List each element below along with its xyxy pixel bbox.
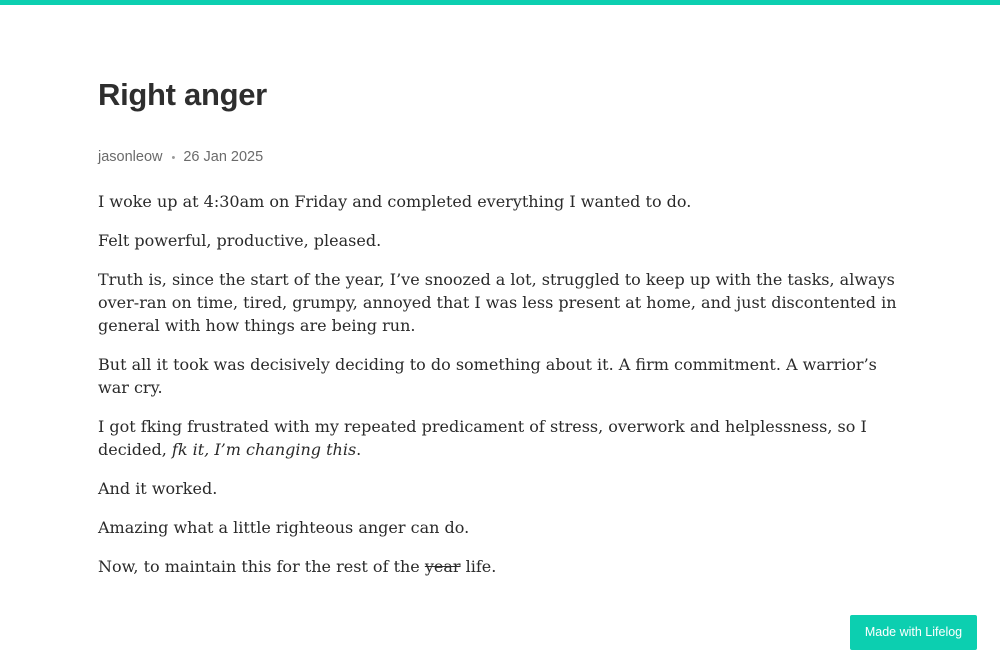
made-with-lifelog-button[interactable]: Made with Lifelog	[850, 615, 977, 650]
post-body	[98, 190, 898, 578]
italic-text: fk it, I’m changing this	[171, 440, 357, 459]
strikethrough-text: year	[424, 557, 461, 576]
post-date: 26 Jan 2025	[183, 149, 264, 165]
paragraph	[98, 415, 898, 461]
top-accent-bar	[0, 0, 1000, 5]
paragraph: Truth is, since the start of the year, I’ve snoozed a lot, struggled to keep up with the tasks, always over-ran on time, tired, grumpy, annoyed that I was less present at home, and just discontented in general with how things are being run.	[98, 270, 897, 335]
paragraph	[98, 555, 898, 578]
paragraph: And it worked.	[98, 479, 218, 498]
author-link[interactable]: jasonleow	[98, 149, 163, 165]
paragraph-text: I got fking frustrated with my repeated predicament of stress, overwork and helplessness, so I decided,	[98, 417, 867, 459]
paragraph: Amazing what a little righteous anger can do.	[98, 518, 470, 537]
paragraph-text-end: .	[356, 440, 362, 459]
paragraph: Felt powerful, productive, pleased.	[98, 231, 382, 250]
paragraph: I woke up at 4:30am on Friday and completed everything I wanted to do.	[98, 192, 692, 211]
paragraph-text-end: life.	[460, 557, 497, 576]
post-article	[98, 72, 898, 594]
post-title: Right anger	[98, 77, 267, 112]
post-meta	[98, 147, 898, 167]
meta-separator: •	[171, 152, 176, 164]
paragraph-text: Now, to maintain this for the rest of the	[98, 557, 425, 576]
paragraph: But all it took was decisively deciding to do something about it. A firm commitment. A warrior’s war cry.	[98, 355, 877, 397]
